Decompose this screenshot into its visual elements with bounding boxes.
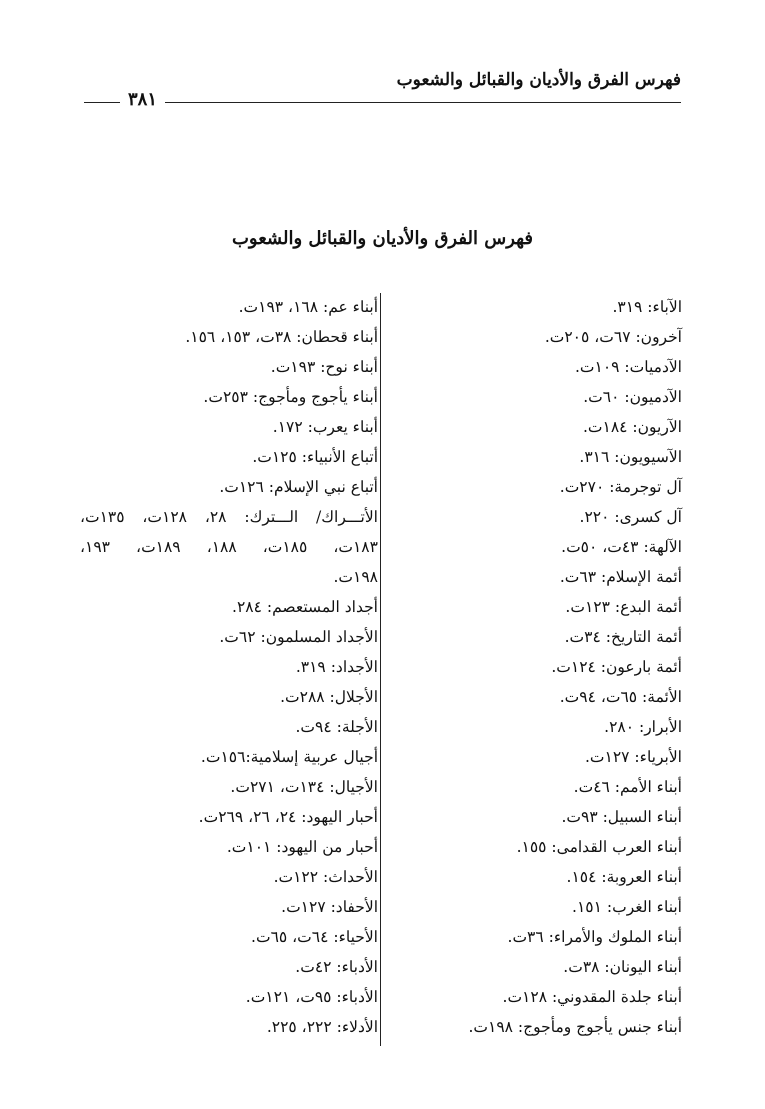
index-entry: الأدباء: ٩٥ت، ١٢١ت. bbox=[245, 988, 378, 1006]
index-entry: أئمة البدع: ١٢٣ت. bbox=[565, 598, 682, 616]
index-entry: الآريون: ١٨٤ت. bbox=[582, 418, 682, 436]
index-entry: أبناء قحطان: ٣٨ت، ١٥٣، ١٥٦. bbox=[185, 328, 378, 346]
index-entry: الأجداد: ٣١٩. bbox=[295, 658, 378, 676]
index-entry: أبناء الملوك والأمراء: ٣٦ت. bbox=[507, 928, 682, 946]
index-entry: ١٨٣ت، ١٨٥ت، ١٨٨، ١٨٩ت، ١٩٣، bbox=[80, 538, 378, 556]
index-entry: أبناء العرب القدامى: ١٥٥. bbox=[516, 838, 682, 856]
index-entry: أبناء السبيل: ٩٣ت. bbox=[561, 808, 682, 826]
index-entry: الأحياء: ٦٤ت، ٦٥ت. bbox=[251, 928, 378, 946]
index-entry: الآباء: ٣١٩. bbox=[612, 298, 682, 316]
index-entry: أبناء نوح: ١٩٣ت. bbox=[270, 358, 378, 376]
index-entry: أبناء الأمم: ٤٦ت. bbox=[573, 778, 682, 796]
index-entry: الأبرار: ٢٨٠. bbox=[604, 718, 682, 736]
index-entry: آل كسرى: ٢٢٠. bbox=[579, 508, 682, 526]
index-entry: ١٩٨ت. bbox=[333, 568, 378, 586]
index-entry: أبناء يأجوج ومأجوج: ٢٥٣ت. bbox=[203, 388, 378, 406]
page-number: ٣٨١ bbox=[120, 88, 165, 112]
column-divider bbox=[380, 293, 381, 1046]
index-entry: الأتـــراك/ الـــترك: ٢٨، ١٢٨ت، ١٣٥ت، bbox=[80, 508, 378, 526]
index-entry: أبناء عم: ١٦٨، ١٩٣ت. bbox=[238, 298, 378, 316]
index-entry: الأجلال: ٢٨٨ت. bbox=[280, 688, 378, 706]
index-entry: الأدلاء: ٢٢٢، ٢٢٥. bbox=[266, 1018, 378, 1036]
index-entry: آل توجرمة: ٢٧٠ت. bbox=[559, 478, 682, 496]
index-entry: الأبرياء: ١٢٧ت. bbox=[584, 748, 682, 766]
index-entry: الآلهة: ٤٣ت، ٥٠ت. bbox=[561, 538, 682, 556]
index-entry: الأدباء: ٤٢ت. bbox=[295, 958, 378, 976]
index-entry: أبناء جنس يأجوج ومأجوج: ١٩٨ت. bbox=[468, 1018, 682, 1036]
index-entry: أئمة الإسلام: ٦٣ت. bbox=[559, 568, 682, 586]
index-entry: أجيال عربية إسلامية:١٥٦ت. bbox=[200, 748, 378, 766]
index-entry: أئمة التاريخ: ٣٤ت. bbox=[564, 628, 682, 646]
index-entry: آخرون: ٦٧ت، ٢٠٥ت. bbox=[544, 328, 682, 346]
running-title: فهرس الفرق والأديان والقبائل والشعوب bbox=[396, 70, 681, 90]
index-entry: أبناء الغرب: ١٥١. bbox=[572, 898, 682, 916]
index-entry: أبناء العروبة: ١٥٤. bbox=[566, 868, 682, 886]
page-header bbox=[84, 70, 681, 110]
index-entry: أحبار من اليهود: ١٠١ت. bbox=[226, 838, 378, 856]
index-entry: الأجيال: ١٣٤ت، ٢٧١ت. bbox=[230, 778, 378, 796]
index-entry: الأحداث: ١٢٢ت. bbox=[273, 868, 378, 886]
index-entry: الآسيويون: ٣١٦. bbox=[579, 448, 682, 466]
index-entry: الآدميون: ٦٠ت. bbox=[583, 388, 682, 406]
index-entry: الأئمة: ٦٥ت، ٩٤ت. bbox=[559, 688, 682, 706]
index-column-left bbox=[80, 292, 378, 1042]
index-entry: الآدميات: ١٠٩ت. bbox=[574, 358, 682, 376]
index-entry: الأحفاد: ١٢٧ت. bbox=[281, 898, 378, 916]
page-title: فهرس الفرق والأديان والقبائل والشعوب bbox=[231, 228, 534, 249]
index-entry: الأجداد المسلمون: ٦٢ت. bbox=[219, 628, 378, 646]
index-column-right bbox=[384, 292, 682, 1042]
index-entry: أجداد المستعصم: ٢٨٤. bbox=[232, 598, 378, 616]
index-entry: أبناء اليونان: ٣٨ت. bbox=[563, 958, 682, 976]
index-entry: أحبار اليهود: ٢٤، ٢٦، ٢٦٩ت. bbox=[198, 808, 378, 826]
index-entry: أتباع الأنبياء: ١٢٥ت. bbox=[252, 448, 378, 466]
index-entry: أبناء جلدة المقدوني: ١٢٨ت. bbox=[502, 988, 682, 1006]
header-rule bbox=[84, 102, 681, 103]
index-entry: أئمة بارعون: ١٢٤ت. bbox=[551, 658, 682, 676]
index-entry: أتباع نبي الإسلام: ١٢٦ت. bbox=[219, 478, 378, 496]
index-entry: الأجلة: ٩٤ت. bbox=[295, 718, 378, 736]
index-entry: أبناء يعرب: ١٧٢. bbox=[272, 418, 378, 436]
